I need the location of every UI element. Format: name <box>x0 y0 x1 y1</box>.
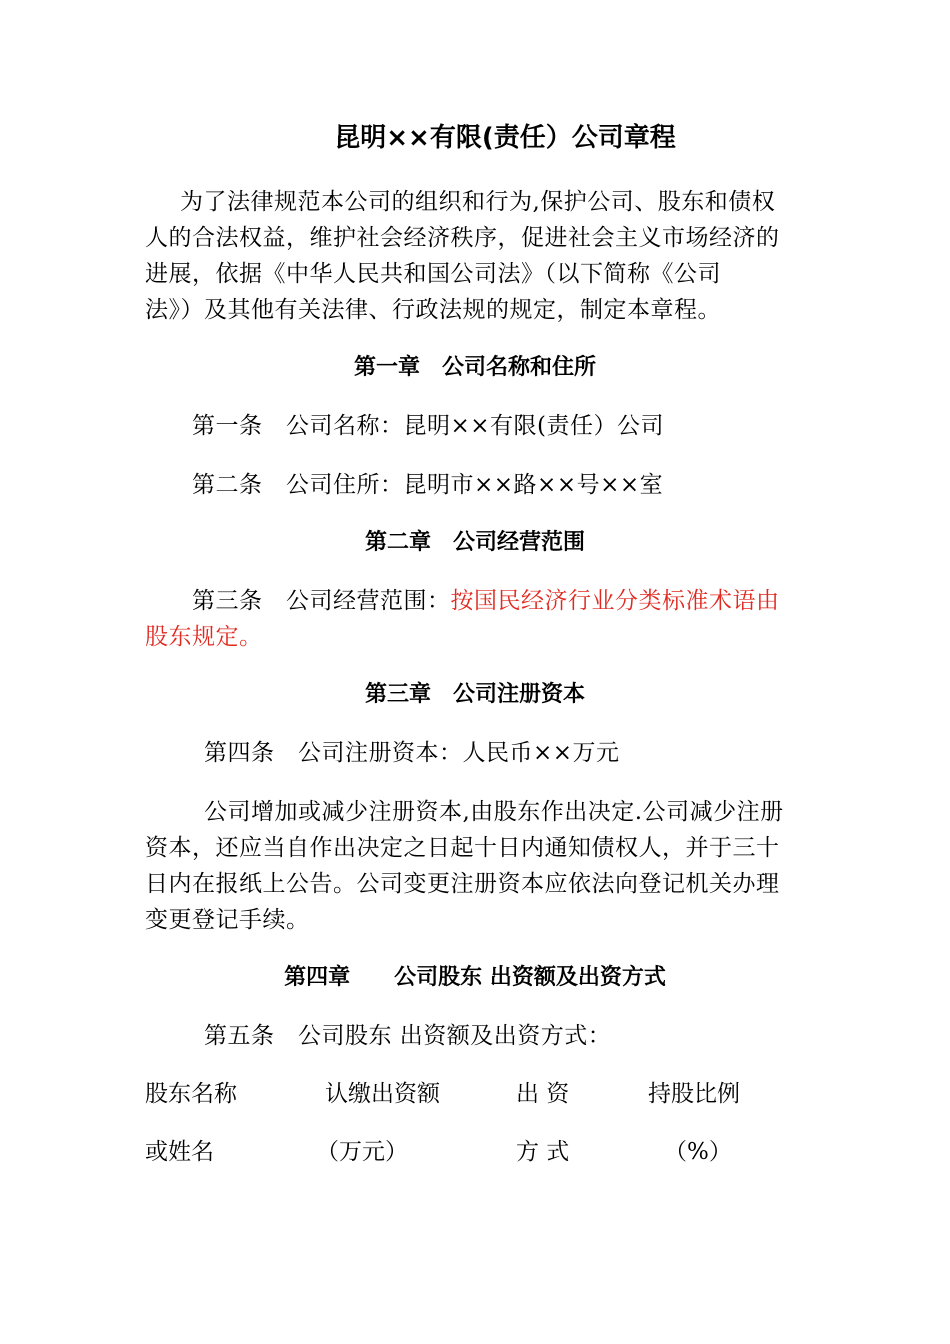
article-3-value: 按国民经济行业分类标准术语由 <box>450 588 780 614</box>
document-title: 昆明××有限(责任）公司章程 <box>334 123 676 153</box>
table-header-cell: 出 资 <box>516 1081 570 1107</box>
table-header-cell: 持股比例 <box>648 1081 740 1107</box>
table-header-cell: 股东名称 <box>145 1081 237 1107</box>
article-3-value-continued: 股东规定。 <box>145 624 263 650</box>
table-header-cell: 方 式 <box>516 1139 570 1165</box>
table-header-cell: 认缴出资额 <box>325 1081 440 1107</box>
table-header-cell: （万元） <box>316 1139 408 1165</box>
article-1: 第一条 公司名称：昆明××有限(责任）公司 <box>192 413 665 439</box>
capital-paragraph-line: 日内在报纸上公告。公司变更注册资本应依法向登记机关办理 <box>145 871 780 897</box>
preamble-line: 法》）及其他有关法律、行政法规的规定，制定本章程。 <box>145 297 721 323</box>
chapter-heading: 第一章 公司名称和住所 <box>353 355 596 380</box>
article-2: 第二条 公司住所：昆明市××路××号××室 <box>192 472 664 498</box>
article-4: 第四条 公司注册资本：人民币××万元 <box>204 740 620 766</box>
table-header-cell: 或姓名 <box>145 1139 214 1165</box>
preamble-line: 为了法律规范本公司的组织和行为,保护公司、股东和债权 <box>180 189 776 215</box>
chapter-heading: 第四章 公司股东 出资额及出资方式 <box>284 965 666 990</box>
chapter-heading: 第三章 公司注册资本 <box>364 682 585 707</box>
article-3-label: 第三条 公司经营范围： <box>192 588 451 614</box>
capital-paragraph-line: 资本，还应当自作出决定之日起十日内通知债权人，并于三十 <box>145 835 780 861</box>
capital-paragraph-line: 公司增加或减少注册资本,由股东作出决定.公司减少注册 <box>204 799 784 825</box>
preamble-line: 进展，依据《中华人民共和国公司法》（以下简称《公司 <box>145 261 721 287</box>
article-3 <box>192 583 780 619</box>
preamble-line: 人的合法权益，维护社会经济秩序，促进社会主义市场经济的 <box>145 225 780 251</box>
table-header-cell: （%） <box>664 1139 732 1165</box>
chapter-heading: 第二章 公司经营范围 <box>364 530 585 555</box>
capital-paragraph-line: 变更登记手续。 <box>145 907 310 933</box>
article-5: 第五条 公司股东 出资额及出资方式： <box>204 1023 612 1049</box>
